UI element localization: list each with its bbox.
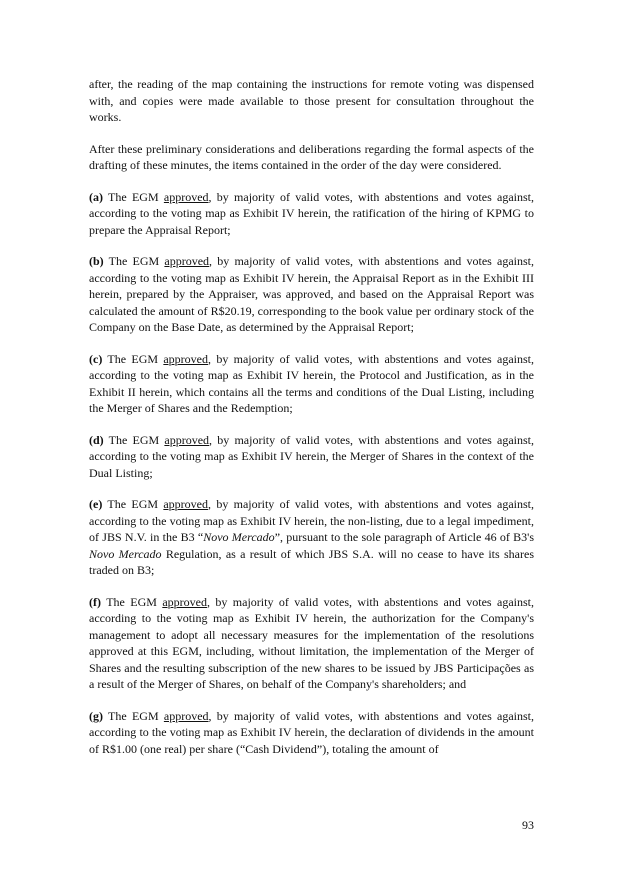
item-g-text: , by majority of valid votes, with abstentions and votes against, according to the voting map as Exhibit IV herein, the declaration of dividends in the amount of R$1.00 (one real) per share (“Cash Dividend”), totaling the amount of xyxy=(89,708,535,756)
item-f-approved: approved xyxy=(162,594,207,609)
item-a-lead: The EGM xyxy=(103,189,164,204)
item-d-lead: The EGM xyxy=(103,432,165,447)
item-g-label: (g) xyxy=(89,708,103,723)
item-b-lead: The EGM xyxy=(103,254,165,268)
item-c-paragraph xyxy=(89,351,534,417)
item-b-label: (b) xyxy=(89,254,104,268)
document-body xyxy=(89,76,534,772)
item-e-italic-2: Novo Mercado xyxy=(89,546,162,561)
item-d-approved: approved xyxy=(164,432,210,447)
item-c-text: , by majority of valid votes, with abstentions and votes against, according to the voting map as Exhibit IV herein, the Protocol and Justification, as in the Exhibit II herein, which contains all the terms and conditions of the Dual Listing, including the Merger of Shares and the Redemption; xyxy=(89,351,535,415)
item-e-italic-1: Novo Mercado xyxy=(203,530,275,544)
item-e-paragraph xyxy=(89,496,534,579)
item-b-approved: approved xyxy=(164,254,210,268)
item-f-text: , by majority of valid votes, with abstentions and votes against, according to the voting map as Exhibit IV herein, the authorization for the Company's management to adopt all necessary measures for the implementation of the resolutions approved at this EGM, including, without limitation, the implementation of the Merger of Shares and the resulting subscription of the new shares to be issued by JBS Participações as a result of the Merger of Shares, on behalf of the Company's shareholders; and xyxy=(89,594,534,691)
item-b-paragraph xyxy=(89,253,534,336)
item-a-text: , by majority of valid votes, with abstentions and votes against, according to the voting map as Exhibit IV herein, the ratification of the hiring of KPMG to prepare the Appraisal Report; xyxy=(89,189,535,237)
item-a-approved: approved xyxy=(163,189,209,204)
intro-paragraph-1: after, the reading of the map containing the instructions for remote voting was dispensed with, and copies were made available to those present for consultation throughout the works. xyxy=(89,77,534,124)
item-c-label: (c) xyxy=(89,351,103,366)
item-d-text: , by majority of valid votes, with abstentions and votes against, according to the voting map as Exhibit IV herein, the Merger of Shares in the context of the Dual Listing; xyxy=(89,432,535,480)
item-e-text-3: Regulation, as a result of which JBS S.A. will no cease to have its shares traded on B3; xyxy=(89,546,534,577)
item-b-text: , by majority of valid votes, with abstentions and votes against, according to the voting map as Exhibit IV herein, the Appraisal Report as in the Exhibit III herein, prepared by the Appraiser, was approved, and based on the Appraisal Report was calculated the amount of R$20.19, corresponding to the book value per ordinary stock of the Company on the Base Date, as determined by the Appraisal Report; xyxy=(89,254,535,334)
item-e-approved: approved xyxy=(163,497,209,511)
item-g-lead: The EGM xyxy=(103,708,164,723)
item-d-label: (d) xyxy=(89,432,104,447)
item-c-approved: approved xyxy=(163,351,209,366)
item-a-label: (a) xyxy=(89,189,103,204)
item-e-lead: The EGM xyxy=(102,497,164,511)
item-g-approved: approved xyxy=(163,708,209,723)
item-e-text-2: ”, pursuant to the sole paragraph of Article 46 of B3's xyxy=(274,530,535,544)
item-c-lead: The EGM xyxy=(102,351,164,366)
item-g-paragraph xyxy=(89,708,534,758)
item-e-text-1: , by majority of valid votes, with abstentions and votes against, according to the voting map as Exhibit IV herein, the non-listing, due to a legal impediment, of JBS N.V. in the B3 “ xyxy=(89,497,535,544)
intro-paragraph-2: After these preliminary considerations and deliberations regarding the formal aspects of the drafting of these minutes, the items contained in the order of the day were considered. xyxy=(89,141,534,172)
item-d-paragraph xyxy=(89,432,534,482)
item-f-paragraph xyxy=(89,594,534,693)
item-e-label: (e) xyxy=(89,497,103,511)
item-a-paragraph xyxy=(89,189,534,239)
item-f-lead: The EGM xyxy=(101,594,163,609)
item-f-label: (f) xyxy=(89,594,101,609)
page-number: 93 xyxy=(522,818,534,832)
